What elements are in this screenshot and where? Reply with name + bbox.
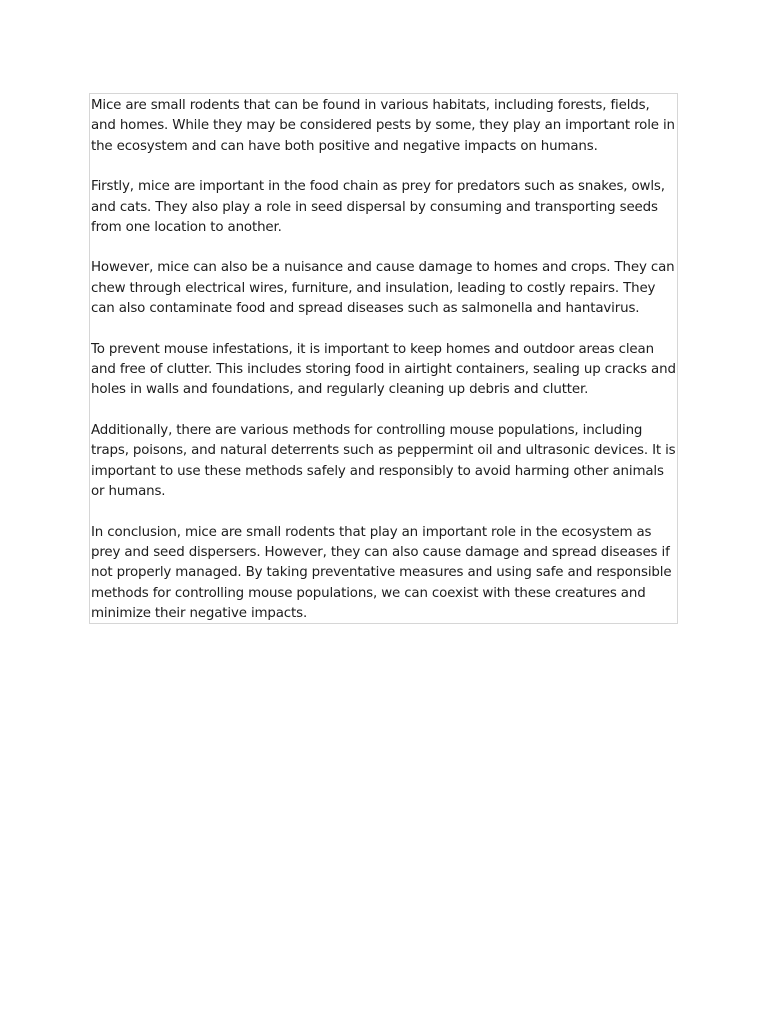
paragraph-intro: Mice are small rodents that can be found in various habitats, including forests, fields, and homes. While they may be considered pests by some, they play an important role in the ecosystem and can have both positive and negative impacts on humans. — [91, 98, 675, 154]
paragraph-nuisance: However, mice can also be a nuisance and cause damage to homes and crops. They can chew through electrical wires, furniture, and insulation, leading to costly repairs. They can also contaminate food and spread diseases such as salmonella and hantavirus. — [91, 260, 675, 317]
paragraph-conclusion: In conclusion, mice are small rodents that play an important role in the ecosystem as prey and seed dispersers. However, they can also cause damage and spread diseases if not properly managed. By taking preventative measures and using safe and responsible methods for controlling mouse populations, we can coexist with these creatures and minimize their negative impacts. — [91, 524, 672, 622]
paragraph-prevention: To prevent mouse infestations, it is important to keep homes and outdoor areas clean and free of clutter. This includes storing food in airtight containers, sealing up cracks and holes in walls and foundations, and regularly cleaning up debris and clutter. — [91, 341, 676, 398]
paragraph-food-chain: Firstly, mice are important in the food chain as prey for predators such as snakes, owls, and cats. They also play a role in seed dispersal by consuming and transporting seeds from one location to another. — [91, 179, 665, 236]
paragraph-control-methods: Additionally, there are various methods for controlling mouse populations, including traps, poisons, and natural deterrents such as peppermint oil and ultrasonic devices. It is important to use these methods safely and responsibly to avoid harming other animals or humans. — [91, 422, 676, 500]
document-text-box — [89, 93, 678, 624]
